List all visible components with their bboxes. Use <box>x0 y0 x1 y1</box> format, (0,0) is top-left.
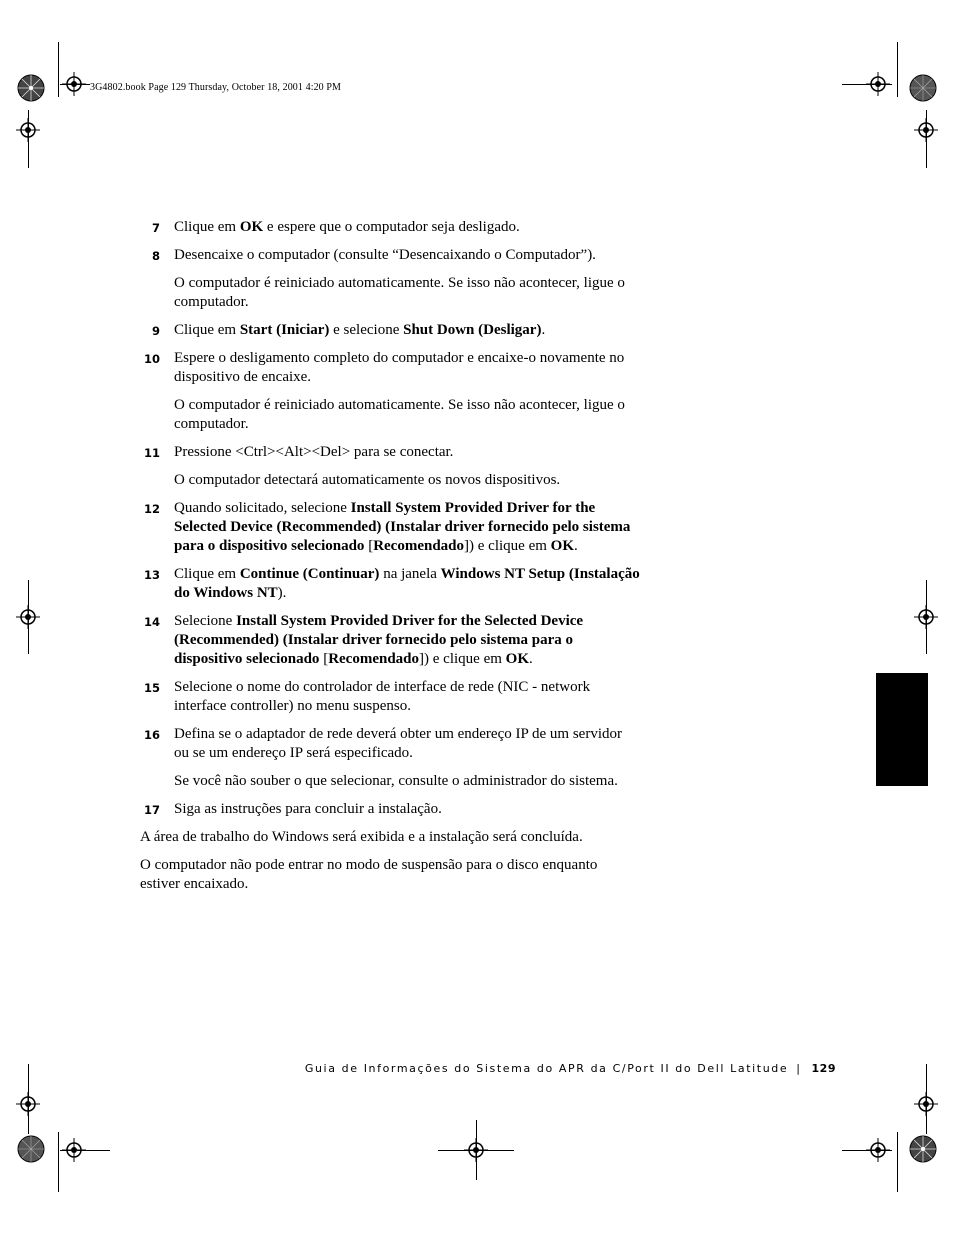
list-item <box>140 349 640 434</box>
step-paragraph <box>174 349 640 387</box>
registration-mark-icon <box>16 1092 40 1116</box>
text-run: . <box>529 651 533 667</box>
list-item <box>140 246 640 312</box>
step-paragraph <box>174 612 640 669</box>
text-run: ). <box>277 585 287 601</box>
list-item <box>140 678 640 716</box>
step-paragraph <box>174 499 640 556</box>
bold-text: Continue (Continuar) <box>239 566 380 582</box>
text-run: [ <box>368 538 374 554</box>
list-item <box>140 565 640 603</box>
step-paragraph <box>174 471 640 490</box>
text-run: Espere o desligamento completo do computador e encaixe-o novamente no dispositivo de encaixe. <box>174 350 625 385</box>
step-number: 16 <box>143 728 160 742</box>
text-run: [ <box>323 651 329 667</box>
registration-mark-icon <box>16 118 40 142</box>
text-run: Quando solicitado, selecione <box>174 500 351 516</box>
text-run: e espere que o computador seja desligado. <box>263 219 520 235</box>
step-number: 10 <box>143 352 160 366</box>
step-number: 9 <box>151 324 160 338</box>
registration-mark-icon <box>464 1138 488 1162</box>
registration-mark-icon <box>866 1138 890 1162</box>
closing-paragraph: O computador não pode entrar no modo de suspensão para o disco enquanto estiver encaixado. <box>140 857 598 892</box>
text-run: Se você não souber o que selecionar, consulte o administrador do sistema. <box>174 773 618 789</box>
step-paragraph <box>174 678 640 716</box>
starburst-mark-icon <box>908 1134 938 1164</box>
thumb-tab <box>876 673 928 786</box>
step-number: 17 <box>143 803 160 817</box>
text-run: O computador é reiniciado automaticamente. Se isso não acontecer, ligue o computador. <box>174 275 625 310</box>
starburst-mark-icon <box>16 73 46 103</box>
text-run: Clique em <box>174 566 240 582</box>
text-run: O computador detectará automaticamente os novos dispositivos. <box>174 472 561 488</box>
crop-line <box>58 1132 59 1192</box>
step-number: 11 <box>143 446 160 460</box>
text-run: e clique em <box>429 651 506 667</box>
text-run: e selecione <box>329 322 404 338</box>
bold-text: Recomendado <box>373 538 465 554</box>
step-paragraph <box>174 772 640 791</box>
registration-mark-icon <box>914 118 938 142</box>
bold-text: OK <box>550 538 574 554</box>
text-run: Defina se o adaptador de rede deverá obter um endereço IP de um servidor ou se um endereço IP será especificado. <box>174 726 623 761</box>
registration-mark-icon <box>866 72 890 96</box>
footer-separator: | <box>796 1062 802 1075</box>
bold-text: Install System Provided Driver for the Selected Device (Recommended) (Instalar driver fornecido pelo sistema para o dispositivo selecionado <box>174 500 631 554</box>
instruction-list <box>140 218 640 903</box>
list-item <box>140 800 640 819</box>
bold-text: OK <box>505 651 529 667</box>
text-run: ]) <box>464 538 475 554</box>
text-run: Pressione <Ctrl><Alt><Del> para se conectar. <box>174 444 454 460</box>
text-run: Selecione o nome do controlador de interface de rede (NIC - network interface controller) no menu suspenso. <box>174 679 591 714</box>
registration-mark-icon <box>16 605 40 629</box>
bold-text: Install System Provided Driver for the Selected Device (Recommended) (Instalar driver fornecido pelo sistema para o dispositivo selecionado <box>174 613 584 667</box>
crop-line <box>897 1132 898 1192</box>
starburst-mark-icon <box>908 73 938 103</box>
bold-text: Windows NT Setup (Instalação do Windows NT <box>174 566 640 601</box>
text-run: Clique em <box>174 219 240 235</box>
text-run: ]) <box>419 651 430 667</box>
text-run: O computador é reiniciado automaticamente. Se isso não acontecer, ligue o computador. <box>174 397 625 432</box>
print-header: 3G4802.book Page 129 Thursday, October 18, 2001 4:20 PM <box>90 82 342 93</box>
step-number: 15 <box>143 681 160 695</box>
closing-paragraph: A área de trabalho do Windows será exibida e a instalação será concluída. <box>140 829 583 845</box>
text-run: na janela <box>379 566 441 582</box>
step-paragraph <box>174 565 640 603</box>
crop-line <box>897 42 898 97</box>
step-paragraph <box>174 443 640 462</box>
step-number: 8 <box>151 249 160 263</box>
list-item <box>140 725 640 791</box>
step-paragraph <box>174 274 640 312</box>
text-run: Selecione <box>174 613 237 629</box>
step-number: 14 <box>143 615 160 629</box>
step-number: 7 <box>151 221 160 235</box>
list-item <box>140 612 640 669</box>
footer-title: Guia de Informações do Sistema do APR da C/Port II do Dell Latitude <box>304 1062 789 1075</box>
list-item <box>140 321 640 340</box>
step-number: 12 <box>143 502 160 516</box>
text-run: . <box>541 322 546 338</box>
text-run: e clique em <box>474 538 551 554</box>
registration-mark-icon <box>914 605 938 629</box>
starburst-mark-icon <box>16 1134 46 1164</box>
text-run: Desencaixe o computador (consulte “Desencaixando o Computador”). <box>174 247 596 263</box>
step-paragraph <box>174 396 640 434</box>
registration-mark-icon <box>914 1092 938 1116</box>
step-paragraph <box>174 246 640 265</box>
step-paragraph <box>174 800 640 819</box>
step-paragraph <box>174 218 640 237</box>
bold-text: Shut Down (Desligar) <box>403 322 542 338</box>
bold-text: Recomendado <box>328 651 420 667</box>
registration-mark-icon <box>62 72 86 96</box>
step-number: 13 <box>143 568 160 582</box>
bold-text: OK <box>239 219 264 235</box>
step-paragraph <box>174 725 640 763</box>
registration-mark-icon <box>62 1138 86 1162</box>
list-item <box>140 499 640 556</box>
page-number: 129 <box>811 1062 836 1075</box>
text-run: Siga as instruções para concluir a instalação. <box>174 801 442 817</box>
page-footer <box>305 1062 836 1075</box>
list-item <box>140 443 640 490</box>
text-run: Clique em <box>174 322 240 338</box>
bold-text: Start (Iniciar) <box>239 322 330 338</box>
list-item <box>140 218 640 237</box>
text-run: . <box>574 538 578 554</box>
step-paragraph <box>174 321 640 340</box>
crop-line <box>58 42 59 97</box>
